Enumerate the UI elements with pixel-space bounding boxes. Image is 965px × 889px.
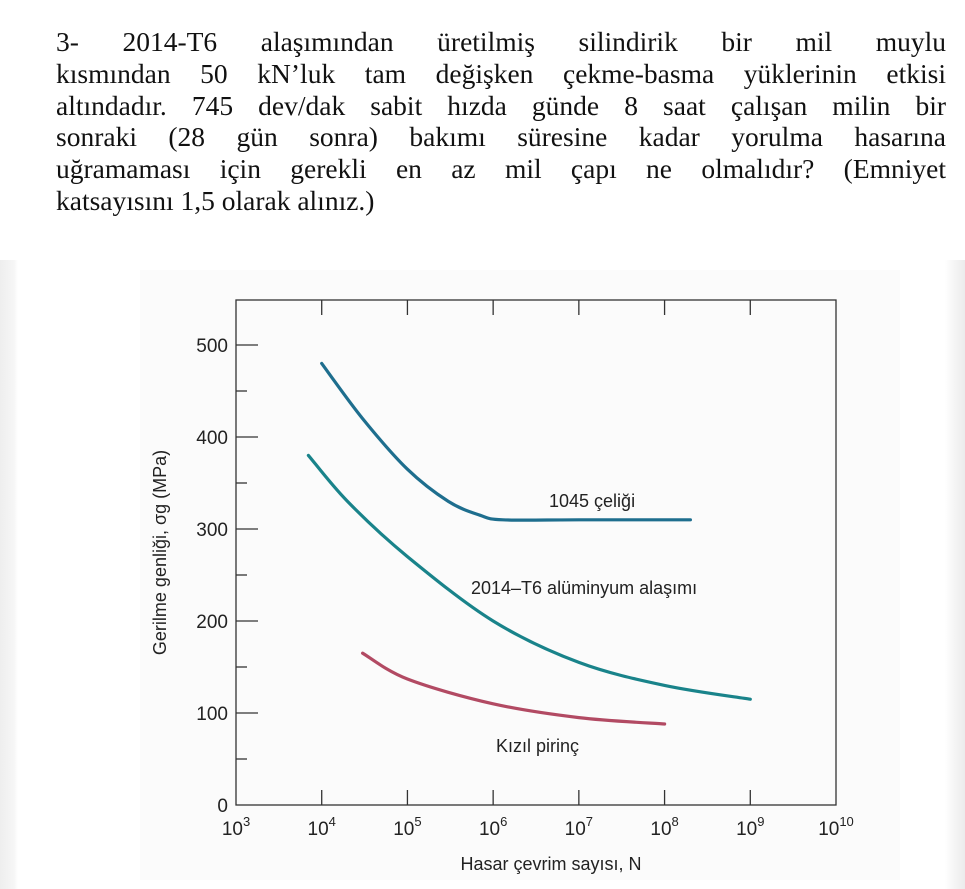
curve-red-brass	[363, 653, 665, 724]
problem-line: kısmından 50 kN’luk tam değişken çekme-basma yüklerinin etkisi	[56, 57, 946, 89]
x-axis-title: Hasar çevrim sayısı, N	[460, 854, 642, 874]
y-tick-label: 200	[196, 612, 228, 633]
x-tick-label: $10^{10}$	[818, 814, 854, 840]
y-tick-label: 400	[196, 428, 228, 449]
y-tick-label: 500	[196, 336, 228, 357]
x-tick-label: $10^6$	[478, 814, 508, 840]
problem-line: sonraki (28 gün sonra) bakımı süresine kadar yorulma hasarına	[56, 121, 946, 153]
curve-1045-steel	[322, 363, 691, 520]
y-tick-label: 0	[217, 796, 228, 817]
x-tick-label: $10^8$	[650, 814, 679, 840]
curve-2014-t6-aluminum-label: 2014–T6 alüminyum alaşımı	[471, 578, 698, 598]
problem-line: katsayısını 1,5 olarak alınız.)	[56, 184, 375, 216]
y-axis-title: Gerilme genliği, σg (MPa)	[150, 449, 170, 656]
curve-1045-steel-label: 1045 çeliği	[549, 491, 636, 511]
plot-frame	[236, 300, 836, 805]
x-tick-label: $10^3$	[221, 814, 251, 840]
curve-red-brass-label: Kızıl pirinç	[496, 736, 580, 756]
x-tick-label: $10^4$	[307, 814, 336, 840]
problem-line: 3- 2014-T6 alaşımından üretilmiş silindirik bir mil muylu	[56, 26, 946, 57]
x-tick-label: $10^9$	[736, 814, 765, 840]
problem-line: uğramaması için gerekli en az mil çapı ne olmalıdır? (Emniyet	[56, 153, 946, 185]
y-tick-label: 100	[196, 704, 228, 725]
x-tick-label: $10^5$	[393, 814, 422, 840]
y-tick-label: 300	[196, 520, 228, 541]
x-tick-label: $10^7$	[564, 814, 594, 840]
problem-line: altındadır. 745 dev/dak sabit hızda günde 8 saat çalışan milin bir	[56, 89, 946, 121]
